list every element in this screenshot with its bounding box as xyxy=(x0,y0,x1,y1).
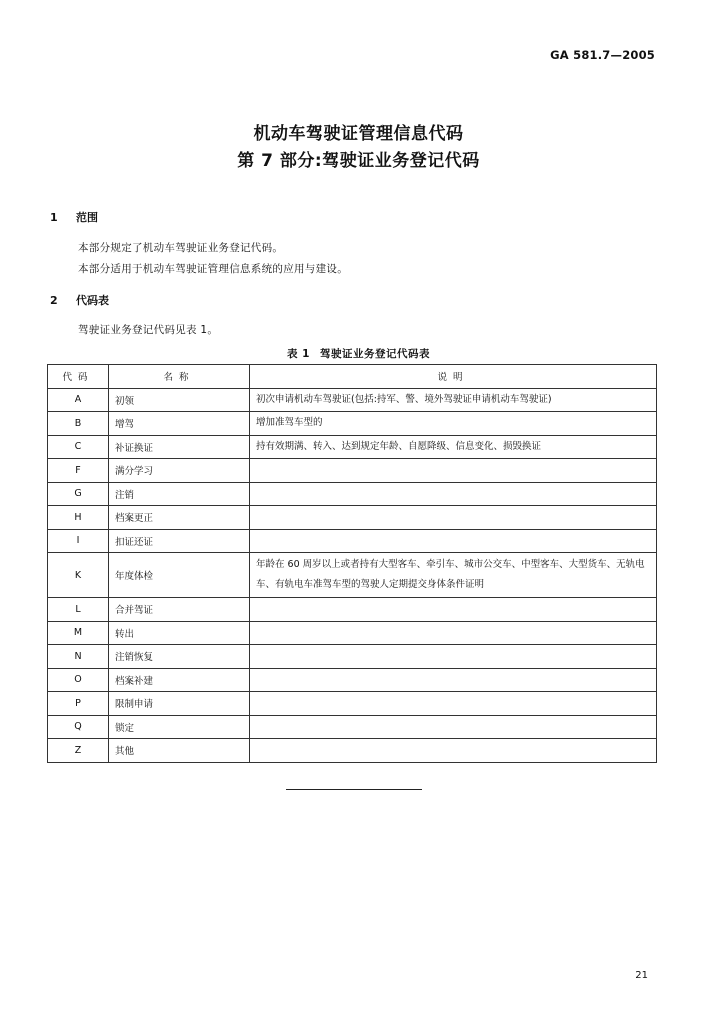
cell-description xyxy=(250,506,657,530)
cell-name: 注销 xyxy=(109,482,250,506)
table-caption-number: 表 1 xyxy=(287,348,310,360)
section-1-title: 范围 xyxy=(76,211,98,224)
document-subtitle: 第 7 部分:驾驶证业务登记代码 xyxy=(237,151,480,171)
cell-description xyxy=(250,598,657,622)
table-row xyxy=(48,412,657,436)
cell-name: 锁定 xyxy=(109,715,250,739)
cell-code: I xyxy=(48,529,109,553)
table-caption xyxy=(0,346,717,361)
cell-code: K xyxy=(48,553,109,598)
cell-description xyxy=(250,692,657,716)
cell-description xyxy=(250,482,657,506)
table-row xyxy=(48,715,657,739)
section-1-number: 1 xyxy=(50,211,58,224)
section-2-paragraph: 驾驶证业务登记代码见表 1。 xyxy=(78,324,219,336)
cell-name: 注销恢复 xyxy=(109,645,250,669)
cell-code: C xyxy=(48,435,109,459)
cell-code: A xyxy=(48,388,109,412)
header-name: 名称 xyxy=(109,365,250,389)
cell-code: Z xyxy=(48,739,109,763)
cell-name: 初领 xyxy=(109,388,250,412)
cell-code: P xyxy=(48,692,109,716)
cell-name: 年度体检 xyxy=(109,553,250,598)
table-row xyxy=(48,482,657,506)
page-number: 21 xyxy=(635,970,648,981)
cell-name: 合并驾证 xyxy=(109,598,250,622)
table-row xyxy=(48,739,657,763)
section-2-title: 代码表 xyxy=(76,294,109,307)
cell-code: G xyxy=(48,482,109,506)
cell-name: 限制申请 xyxy=(109,692,250,716)
cell-code: H xyxy=(48,506,109,530)
cell-description xyxy=(250,459,657,483)
cell-description xyxy=(250,529,657,553)
standard-code: GA 581.7—2005 xyxy=(550,48,655,62)
cell-name: 转出 xyxy=(109,621,250,645)
cell-description: 初次申请机动车驾驶证(包括:持军、警、境外驾驶证申请机动车驾驶证) xyxy=(250,388,657,412)
section-1-heading xyxy=(50,209,98,225)
header-code: 代码 xyxy=(48,365,109,389)
cell-name: 补证换证 xyxy=(109,435,250,459)
table-row xyxy=(48,598,657,622)
cell-description xyxy=(250,645,657,669)
table-row xyxy=(48,459,657,483)
table-row xyxy=(48,621,657,645)
cell-code: O xyxy=(48,668,109,692)
table-row xyxy=(48,506,657,530)
table-row xyxy=(48,529,657,553)
cell-code: B xyxy=(48,412,109,436)
table-row xyxy=(48,553,657,598)
cell-description xyxy=(250,739,657,763)
end-rule xyxy=(286,789,422,790)
cell-description: 年龄在 60 周岁以上或者持有大型客车、牵引车、城市公交车、中型客车、大型货车、无轨电车、有轨电车准驾车型的驾驶人定期提交身体条件证明 xyxy=(250,553,657,598)
cell-code: L xyxy=(48,598,109,622)
cell-description: 持有效期满、转入、达到规定年龄、自愿降级、信息变化、损毁换证 xyxy=(250,435,657,459)
cell-name: 扣证还证 xyxy=(109,529,250,553)
table-row xyxy=(48,435,657,459)
cell-description xyxy=(250,715,657,739)
document-title: 机动车驾驶证管理信息代码 xyxy=(253,124,464,144)
code-table xyxy=(47,364,657,763)
cell-name: 满分学习 xyxy=(109,459,250,483)
section-1-paragraph-1: 本部分规定了机动车驾驶证业务登记代码。 xyxy=(78,242,284,254)
section-1-paragraph-2: 本部分适用于机动车驾驶证管理信息系统的应用与建设。 xyxy=(78,263,348,275)
header-description: 说明 xyxy=(250,365,657,389)
table-header-row xyxy=(48,365,657,389)
cell-name: 增驾 xyxy=(109,412,250,436)
cell-code: N xyxy=(48,645,109,669)
cell-name: 档案补建 xyxy=(109,668,250,692)
table-row xyxy=(48,692,657,716)
table-row xyxy=(48,388,657,412)
cell-code: Q xyxy=(48,715,109,739)
cell-description: 增加准驾车型的 xyxy=(250,412,657,436)
cell-description xyxy=(250,621,657,645)
cell-code: F xyxy=(48,459,109,483)
cell-name: 其他 xyxy=(109,739,250,763)
table-caption-title: 驾驶证业务登记代码表 xyxy=(319,348,430,360)
cell-code: M xyxy=(48,621,109,645)
table-row xyxy=(48,645,657,669)
cell-description xyxy=(250,668,657,692)
table-row xyxy=(48,668,657,692)
section-2-heading xyxy=(50,292,109,308)
section-2-number: 2 xyxy=(50,294,58,307)
cell-name: 档案更正 xyxy=(109,506,250,530)
